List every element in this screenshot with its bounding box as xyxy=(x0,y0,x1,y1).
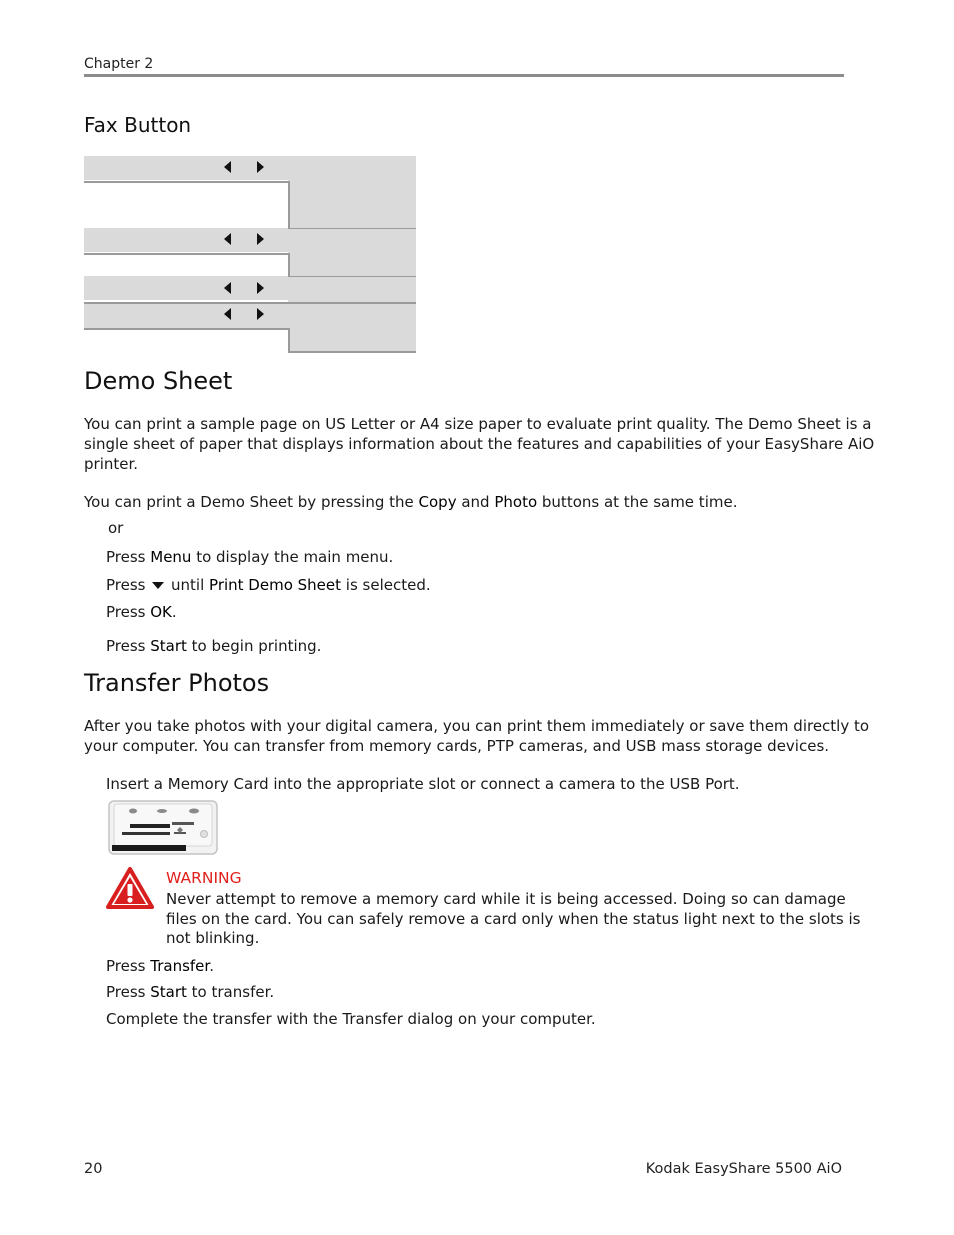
demo-para2-and: and xyxy=(456,493,495,511)
arrow-left-icon xyxy=(224,308,231,320)
transfer-step-1: Insert a Memory Card into the appropriate slot or connect a camera to the USB Port. xyxy=(106,775,740,793)
warning-line3: not blinking. xyxy=(166,929,260,947)
step-pre: Press xyxy=(106,603,151,621)
start-key: Start xyxy=(150,983,187,1001)
step-post: is selected. xyxy=(341,576,431,594)
print-demo-sheet-key: Print Demo Sheet xyxy=(209,576,342,594)
arrow-left-icon xyxy=(224,282,231,294)
step-post: . xyxy=(209,957,214,975)
demo-para-line1: You can print a sample page on US Letter or A4 size paper to evaluate print quality. The Demo Sheet is a xyxy=(84,415,872,433)
demo-para-line3: printer. xyxy=(84,455,139,473)
transfer-photos-heading: Transfer Photos xyxy=(84,669,270,697)
transfer-step-4: Complete the transfer with the Transfer dialog on your computer. xyxy=(106,1010,596,1028)
fax-button-heading: Fax Button xyxy=(84,113,192,137)
demo-para2-post: buttons at the same time. xyxy=(537,493,738,511)
or-text: or xyxy=(108,519,124,537)
step-post: to transfer. xyxy=(186,983,275,1001)
arrow-left-icon xyxy=(224,161,231,173)
transfer-para-line2: your computer. You can transfer from memory cards, PTP cameras, and USB mass storage devices. xyxy=(84,737,830,755)
step-pre: Press xyxy=(106,957,151,975)
start-key: Start xyxy=(150,637,187,655)
demo-sheet-heading: Demo Sheet xyxy=(84,367,233,395)
step-pre: Press xyxy=(106,576,151,594)
page-number: 20 xyxy=(84,1161,103,1177)
arrow-right-icon xyxy=(257,308,264,320)
menu-key: Menu xyxy=(150,548,192,566)
demo-para2-pre: You can print a Demo Sheet by pressing the xyxy=(84,493,419,511)
step-mid: until xyxy=(166,576,210,594)
warning-line2: files on the card. You can safely remove a card only when the status light next to the slots is xyxy=(166,910,861,928)
warning-line1: Never attempt to remove a memory card while it is being accessed. Doing so can damage xyxy=(166,890,846,908)
demo-step-2 xyxy=(106,575,431,595)
step-post: to display the main menu. xyxy=(191,548,394,566)
product-name: Kodak EasyShare 5500 AiO xyxy=(645,1161,842,1177)
step-pre: Press xyxy=(106,637,151,655)
transfer-key: Transfer xyxy=(150,957,210,975)
arrow-left-icon xyxy=(224,233,231,245)
step-post: . xyxy=(171,603,177,621)
demo-para-line2: single sheet of paper that displays information about the features and capabilities of your EasyShare AiO xyxy=(84,435,875,453)
warning-icon xyxy=(106,867,154,909)
transfer-para-line1: After you take photos with your digital camera, you can print them immediately or save them directly to xyxy=(84,717,870,735)
memory-card-slots-image xyxy=(108,800,218,855)
arrow-right-icon xyxy=(257,233,264,245)
arrow-right-icon xyxy=(257,282,264,294)
chapter-header: Chapter 2 xyxy=(84,56,154,72)
demo-step-4 xyxy=(106,636,321,656)
demo-step-1 xyxy=(106,547,393,567)
step-post: to begin printing. xyxy=(186,637,322,655)
warning-title: WARNING xyxy=(166,869,242,887)
step-pre: Press xyxy=(106,548,151,566)
demo-para2 xyxy=(84,492,737,512)
demo-step-3 xyxy=(106,602,177,622)
ok-key: OK xyxy=(150,603,172,621)
step-pre: Press xyxy=(106,983,151,1001)
copy-key: Copy xyxy=(418,493,457,511)
down-arrow-icon xyxy=(152,582,164,589)
photo-key: Photo xyxy=(494,493,538,511)
transfer-step-3 xyxy=(106,982,274,1002)
transfer-step-2 xyxy=(106,956,214,976)
header-rule xyxy=(84,74,844,77)
fax-menu-diagram xyxy=(84,156,416,353)
arrow-right-icon xyxy=(257,161,264,173)
